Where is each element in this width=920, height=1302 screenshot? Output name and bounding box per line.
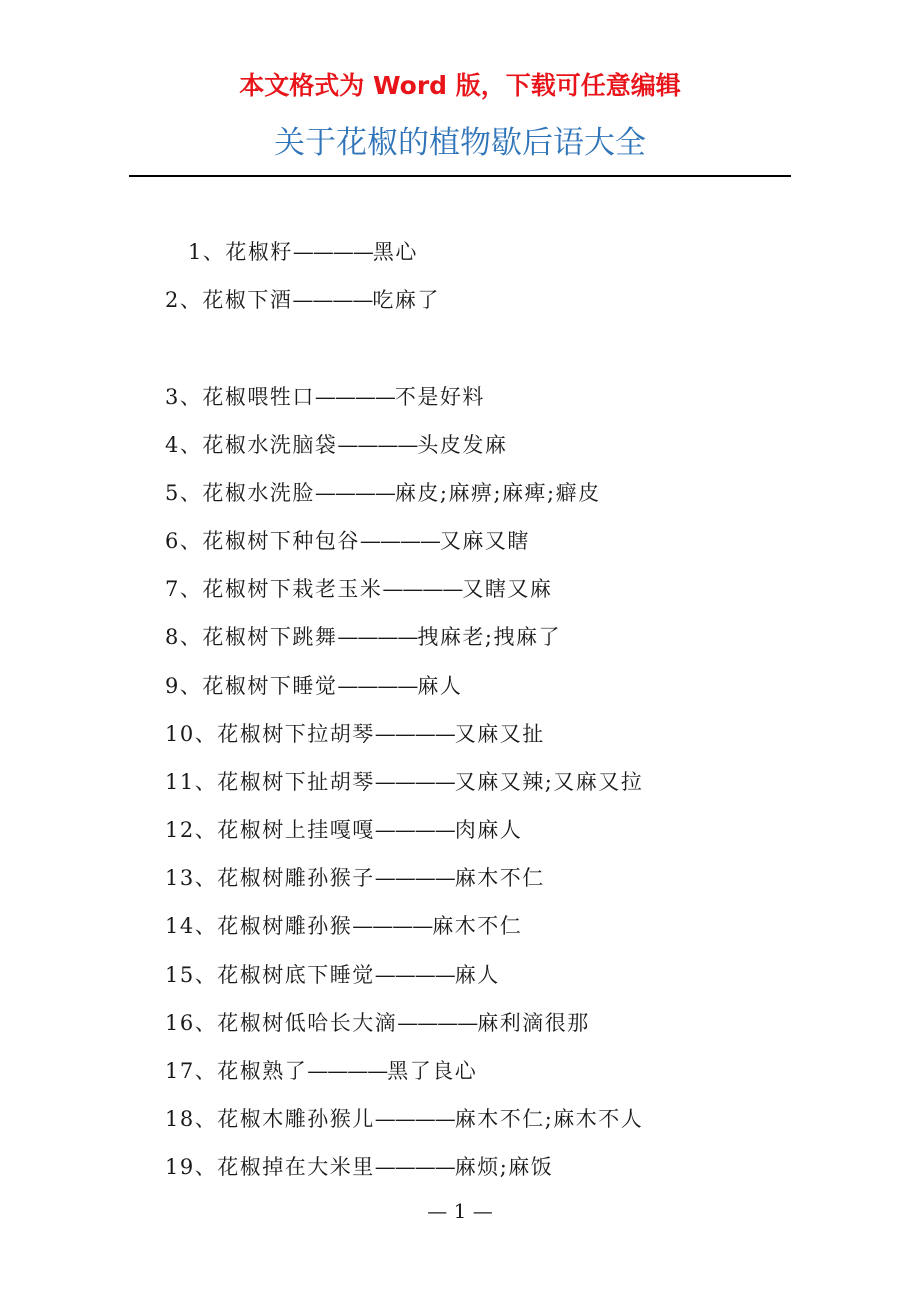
entry-subject: 花椒树下拉胡琴 xyxy=(217,722,375,746)
entry-number: 6、 xyxy=(165,529,203,553)
proverb-entry xyxy=(188,236,418,268)
proverb-entry xyxy=(165,573,552,605)
entry-number: 12、 xyxy=(165,818,218,842)
entry-answer: 不是好料 xyxy=(394,385,485,409)
entry-answer: 麻人 xyxy=(454,963,500,987)
entry-number: 1、 xyxy=(188,240,226,264)
entry-subject: 花椒水洗脸 xyxy=(202,481,315,505)
entry-number: 15、 xyxy=(165,963,218,987)
proverb-entry xyxy=(165,766,643,798)
entry-separator: ———— xyxy=(352,914,433,938)
entry-subject: 花椒水洗脑袋 xyxy=(202,433,338,457)
entry-subject: 花椒树上挂嘎嘎 xyxy=(217,818,375,842)
proverb-entry xyxy=(165,814,522,846)
entry-separator: ———— xyxy=(359,529,440,553)
entry-subject: 花椒树下跳舞 xyxy=(202,625,338,649)
proverb-entry xyxy=(165,284,440,316)
entry-number: 18、 xyxy=(165,1107,218,1131)
entry-subject: 花椒树下种包谷 xyxy=(202,529,360,553)
entry-number: 8、 xyxy=(165,625,203,649)
entry-subject: 花椒熟了 xyxy=(217,1059,308,1083)
entry-subject: 花椒树低哈长大滴 xyxy=(217,1011,398,1035)
proverb-entry xyxy=(165,862,545,894)
entry-answer: 麻木不仁 xyxy=(454,866,545,890)
entry-separator: ———— xyxy=(374,818,455,842)
entry-answer: 黑了良心 xyxy=(387,1059,478,1083)
entry-subject: 花椒下酒 xyxy=(202,288,293,312)
entry-answer: 麻烦;麻饭 xyxy=(454,1155,554,1179)
entry-subject: 花椒树下栽老玉米 xyxy=(202,577,383,601)
entry-number: 10、 xyxy=(165,722,218,746)
entry-subject: 花椒喂牲口 xyxy=(202,385,315,409)
entry-subject: 花椒树下睡觉 xyxy=(202,674,338,698)
entry-number: 7、 xyxy=(165,577,203,601)
page-number: 1 xyxy=(453,1199,467,1223)
proverb-entry xyxy=(165,1007,590,1039)
entry-number: 13、 xyxy=(165,866,218,890)
proverb-entry xyxy=(165,525,530,557)
entry-subject: 花椒掉在大米里 xyxy=(217,1155,375,1179)
proverb-entry xyxy=(165,381,485,413)
entry-answer: 又麻又辣;又麻又拉 xyxy=(454,770,644,794)
footer-dash-right: — xyxy=(472,1199,493,1223)
proverb-entry xyxy=(165,621,561,653)
entry-answer: 麻木不仁;麻木不人 xyxy=(454,1107,644,1131)
entry-number: 5、 xyxy=(165,481,203,505)
entry-number: 11、 xyxy=(165,770,218,794)
entry-answer: 吃麻了 xyxy=(372,288,440,312)
proverb-entry xyxy=(165,1103,643,1135)
entry-separator: ———— xyxy=(374,866,455,890)
proverb-entry xyxy=(165,477,601,509)
entry-subject: 花椒树雕孙猴子 xyxy=(217,866,375,890)
entry-separator: ———— xyxy=(374,1107,455,1131)
entry-answer: 又麻又扯 xyxy=(454,722,545,746)
entry-separator: ———— xyxy=(314,385,395,409)
entry-number: 9、 xyxy=(165,674,203,698)
entry-answer: 黑心 xyxy=(372,240,418,264)
entry-answer: 拽麻老;拽麻了 xyxy=(417,625,561,649)
entry-number: 16、 xyxy=(165,1011,218,1035)
entry-separator: ———— xyxy=(374,770,455,794)
entry-subject: 花椒树下扯胡琴 xyxy=(217,770,375,794)
proverb-entry xyxy=(165,1055,477,1087)
proverb-entry xyxy=(165,670,462,702)
entry-number: 4、 xyxy=(165,433,203,457)
entry-separator: ———— xyxy=(292,240,373,264)
entry-separator: ———— xyxy=(314,481,395,505)
entry-answer: 肉麻人 xyxy=(454,818,523,842)
entry-answer: 又瞎又麻 xyxy=(462,577,553,601)
entry-answer: 麻木不仁 xyxy=(432,914,523,938)
entry-subject: 花椒木雕孙猴儿 xyxy=(217,1107,375,1131)
entry-number: 17、 xyxy=(165,1059,218,1083)
proverb-entry xyxy=(165,910,522,942)
entry-subject: 花椒籽 xyxy=(225,240,293,264)
entry-separator: ———— xyxy=(337,433,418,457)
document-title: 关于花椒的植物歇后语大全 xyxy=(274,125,646,161)
proverb-entry xyxy=(165,959,500,991)
footer-dash-left: — xyxy=(427,1199,448,1223)
entry-number: 2、 xyxy=(165,288,203,312)
proverb-entry xyxy=(165,718,545,750)
entry-subject: 花椒树底下睡觉 xyxy=(217,963,375,987)
entry-number: 14、 xyxy=(165,914,218,938)
format-banner: 本文格式为 Word 版，下载可任意编辑 xyxy=(239,71,681,100)
entry-separator: ———— xyxy=(307,1059,388,1083)
entry-separator: ———— xyxy=(374,1155,455,1179)
proverb-entry xyxy=(165,1151,553,1183)
entry-separator: ———— xyxy=(374,963,455,987)
entry-answer: 头皮发麻 xyxy=(417,433,508,457)
entry-answer: 麻皮;麻痹;麻痺;癖皮 xyxy=(394,481,601,505)
entry-number: 19、 xyxy=(165,1155,218,1179)
entry-separator: ———— xyxy=(292,288,373,312)
entry-answer: 又麻又瞎 xyxy=(439,529,530,553)
entry-separator: ———— xyxy=(374,722,455,746)
entry-separator: ———— xyxy=(382,577,463,601)
entry-answer: 麻利滴很那 xyxy=(477,1011,590,1035)
entry-separator: ———— xyxy=(397,1011,478,1035)
entry-separator: ———— xyxy=(337,625,418,649)
page-footer xyxy=(0,1196,920,1226)
entry-number: 3、 xyxy=(165,385,203,409)
entry-subject: 花椒树雕孙猴 xyxy=(217,914,353,938)
proverb-entry xyxy=(165,429,507,461)
entry-answer: 麻人 xyxy=(417,674,463,698)
entry-separator: ———— xyxy=(337,674,418,698)
